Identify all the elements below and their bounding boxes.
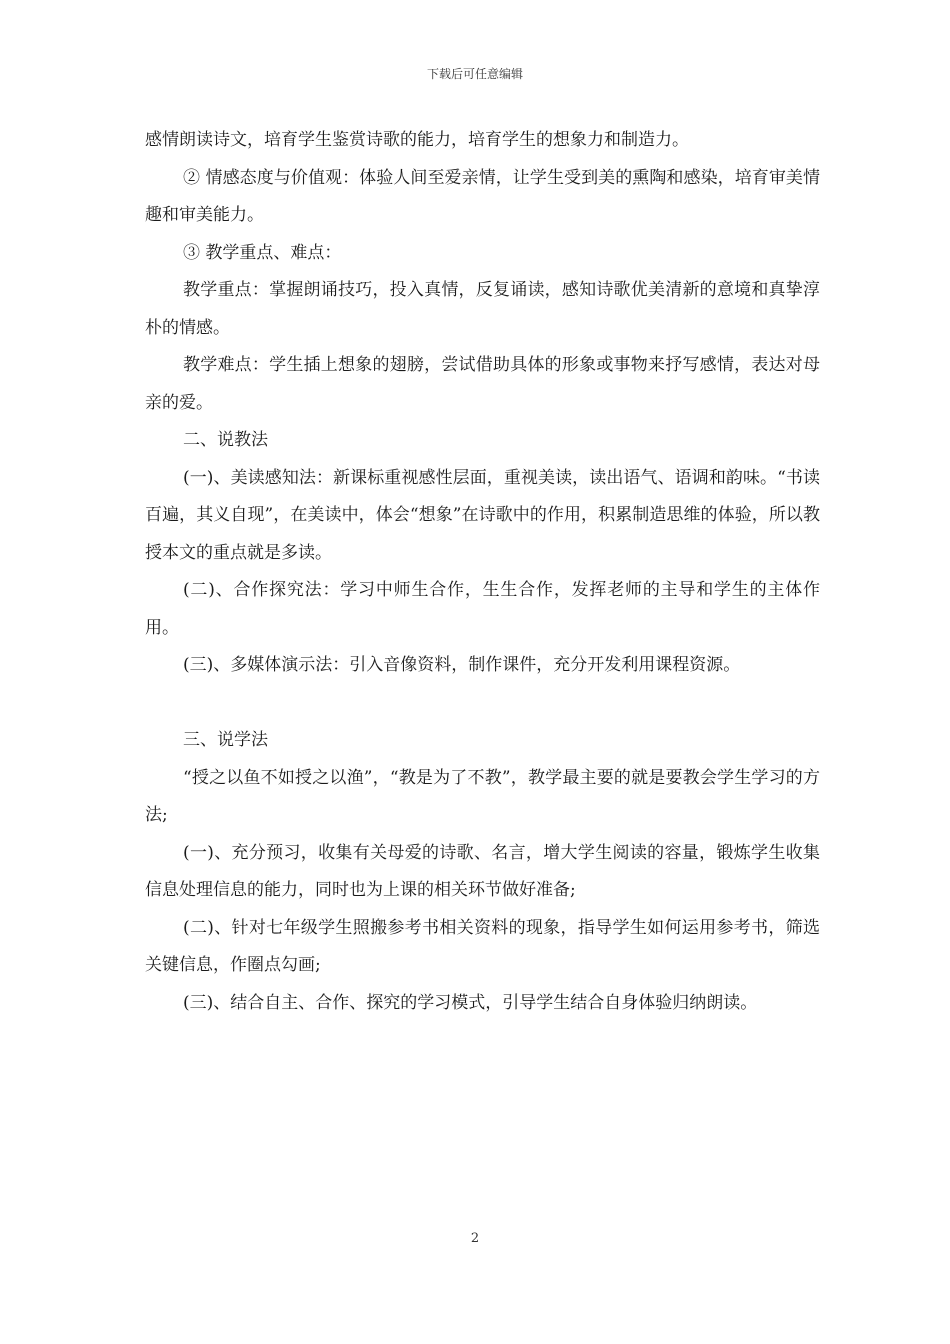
page-number: 2 [470, 1231, 480, 1246]
paragraph-spacer [145, 685, 820, 723]
paragraph-learning-reference: (二)、针对七年级学生照搬参考书相关资料的现象，指导学生如何运用参考书，筛选关键信息，作圈点勾画; [145, 917, 820, 975]
paragraph-method-reading: (一)、美读感知法：新课标重视感性层面，重视美读，读出语气、语调和韵味。“书读百遍，其义自现”，在美读中，体会“想象”在诗歌中的作用，积累制造思维的体验，所以教授本文的重点就是多读。 [145, 467, 820, 563]
paragraph-emotional-goals: ② 情感态度与价值观：体验人间至爱亲情，让学生受到美的熏陶和感染，培育审美情趣和审美能力。 [145, 167, 820, 225]
paragraph-key-points-heading: ③ 教学重点、难点： [183, 242, 342, 263]
section-heading-teaching-methods: 二、说教法 [183, 430, 268, 450]
paragraph-continued: 感情朗读诗文，培育学生鉴赏诗歌的能力，培育学生的想象力和制造力。 [145, 130, 689, 150]
page-header: 下载后可任意编辑 [426, 67, 523, 81]
document-body [145, 122, 820, 1022]
paragraph-method-cooperation: (二)、合作探究法：学习中师生合作，生生合作，发挥老师的主导和学生的主体作用。 [145, 580, 820, 638]
paragraph-learning-intro: “授之以鱼不如授之以渔”，“教是为了不教”，教学最主要的就是要教会学生学习的方法; [145, 767, 820, 825]
paragraph-learning-mode: (三)、结合自主、合作、探究的学习模式，引导学生结合自身体验归纳朗读。 [183, 992, 758, 1013]
paragraph-learning-preview: (一)、充分预习，收集有关母爱的诗歌、名言，增大学生阅读的容量，锻炼学生收集信息处理信息的能力，同时也为上课的相关环节做好准备; [145, 842, 820, 900]
section-heading-learning-methods: 三、说学法 [183, 730, 268, 750]
paragraph-teaching-difficulty: 教学难点：学生插上想象的翅膀，尝试借助具体的形象或事物来抒写感情，表达对母亲的爱。 [145, 355, 820, 413]
paragraph-method-multimedia: (三)、多媒体演示法：引入音像资料，制作课件，充分开发利用课程资源。 [183, 655, 741, 675]
paragraph-teaching-focus: 教学重点：掌握朗诵技巧，投入真情，反复诵读，感知诗歌优美清新的意境和真挚淳朴的情感。 [145, 280, 820, 338]
